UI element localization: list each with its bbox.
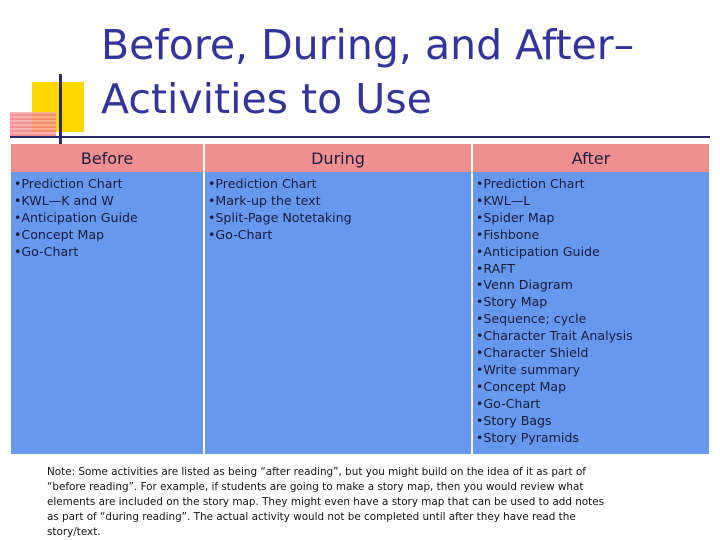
column-header-after: After [473, 144, 709, 172]
list-item: •Story Map [476, 294, 548, 310]
list-item: •RAFT [476, 260, 515, 276]
footnote-line: story/text. [47, 526, 101, 538]
footnote [47, 465, 627, 540]
list-item: •KWL—L [476, 192, 531, 208]
slide-title [101, 18, 701, 126]
column-body-during [205, 172, 471, 454]
list-item: •Prediction Chart [476, 176, 585, 191]
list-item: •Anticipation Guide [14, 209, 138, 225]
footnote-line: Note: Some activities are listed as being “after reading”, but you might build on the idea of it as part of [47, 466, 586, 478]
list-item: •Go-Chart [476, 395, 541, 411]
slide-title-line-1: Before, During, and After– [101, 21, 635, 69]
list-item: •Prediction Chart [14, 176, 123, 191]
list-item: •Write summary [476, 361, 581, 377]
list-item: •Sequence; cycle [476, 311, 587, 327]
column-during [205, 144, 471, 454]
list-item: •Go-Chart [14, 243, 79, 259]
footnote-line: “before reading”. For example, if students are going to make a story map, then you would review what [47, 481, 584, 493]
list-item: •Character Shield [476, 345, 589, 361]
title-underline [10, 136, 710, 138]
list-item: •Story Pyramids [476, 429, 579, 445]
list-item: •Story Bags [476, 412, 552, 428]
list-item: •Concept Map [14, 226, 105, 242]
slide-title-line-2: Activities to Use [101, 75, 432, 123]
column-body-before [11, 172, 203, 454]
list-item: •Spider Map [476, 209, 555, 225]
column-before [11, 144, 203, 454]
decorative-pink-square [10, 112, 56, 138]
footnote-line: elements are included on the story map. They might even have a story map that can be used to add notes [47, 496, 605, 508]
list-item: •Venn Diagram [476, 277, 573, 293]
column-body-after [473, 172, 709, 454]
list-item: •Split-Page Notetaking [208, 209, 352, 225]
column-after [473, 144, 709, 454]
list-item: •Anticipation Guide [476, 243, 600, 259]
list-item: •KWL—K and W [14, 192, 114, 208]
list-item: •Prediction Chart [208, 176, 317, 191]
column-header-before: Before [11, 144, 203, 172]
decorative-vertical-line [59, 74, 62, 154]
list-item: •Go-Chart [208, 226, 273, 242]
list-item: •Concept Map [476, 378, 567, 394]
list-item: •Mark-up the text [208, 192, 321, 208]
column-header-during: During [205, 144, 471, 172]
list-item: •Fishbone [476, 226, 540, 242]
footnote-line: as part of “during reading”. The actual activity would not be completed until after they have read the [47, 511, 576, 523]
list-item: •Character Trait Analysis [476, 328, 633, 344]
